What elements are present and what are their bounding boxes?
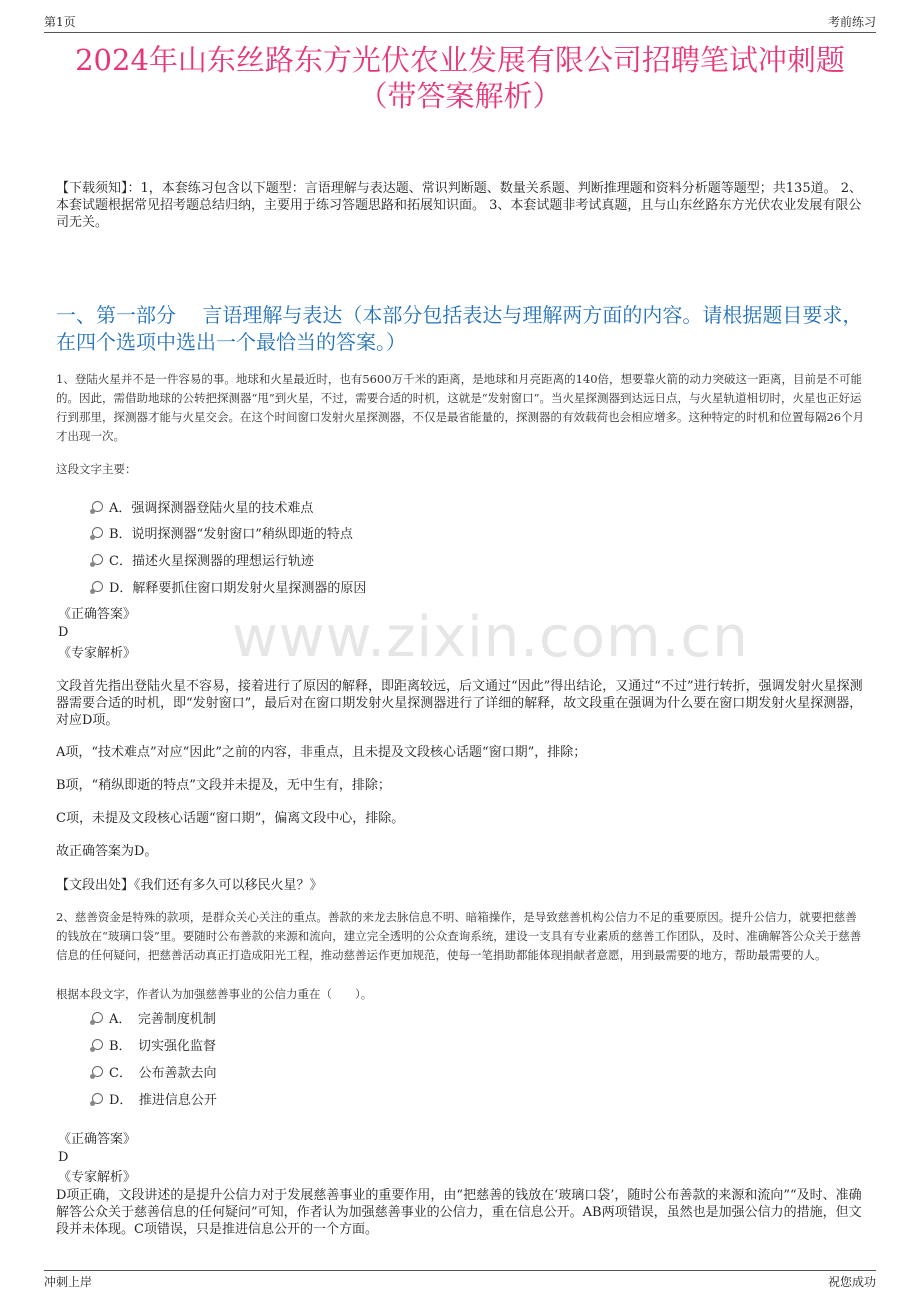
q2-prompt: 根据本段文字，作者认为加强慈善事业的公信力重在（ ）。: [56, 987, 373, 1001]
q1-analysis-b: B项，“稍纵即逝的特点”文段并未提及，无中生有，排除；: [56, 778, 391, 793]
radio-icon[interactable]: [92, 554, 103, 565]
header-right-text: 考前练习: [827, 15, 876, 29]
radio-icon[interactable]: [92, 581, 103, 592]
radio-icon[interactable]: [92, 1093, 103, 1104]
q2-option-b[interactable]: [92, 1035, 216, 1053]
q1-answer-label: 《正确答案》: [58, 607, 137, 622]
footer-left-text: 冲刺上岸: [44, 1275, 93, 1289]
document-title: [40, 42, 880, 114]
q1-option-d-label: D．解释要抓住窗口期发射火星探测器的原因: [109, 580, 367, 596]
q2-answer-label: 《正确答案》: [58, 1132, 137, 1147]
q1-prompt: 这段文字主要：: [56, 462, 137, 476]
q2-option-c-label: C． 公布善款去向: [109, 1065, 217, 1081]
radio-icon[interactable]: [92, 527, 103, 538]
title-line-1: 2024年山东丝路东方光伏农业发展有限公司招聘笔试冲刺题: [75, 43, 845, 77]
page-header: [44, 10, 876, 33]
download-notice: 【下载须知】：1，本套练习包含以下题型：言语理解与表达题、常识判断题、数量关系题、判断推理题和资料分析题等题型；共135道。 2、本套试题根据常见招考题总结归纳，主要用于练习答题思路和拓展知识面。 3、本套试题非考试真题，且与山东丝路东方光伏农业发展有限公司无关。: [56, 181, 862, 230]
radio-icon[interactable]: [92, 1066, 103, 1077]
q2-option-a-label: A． 完善制度机制: [109, 1011, 216, 1027]
q1-option-a-label: A．强调探测器登陆火星的技术难点: [109, 500, 314, 516]
q2-option-d-label: D． 推进信息公开: [109, 1092, 217, 1108]
q2-option-b-label: B． 切实强化监督: [109, 1038, 217, 1054]
footer-right-text: 祝您成功: [827, 1275, 876, 1289]
radio-icon[interactable]: [92, 1039, 103, 1050]
page-number: 第1页: [44, 15, 76, 29]
q2-option-a[interactable]: [92, 1008, 216, 1026]
radio-icon[interactable]: [92, 1012, 103, 1023]
title-line-2: （带答案解析）: [358, 79, 562, 113]
q1-option-c[interactable]: [92, 550, 314, 568]
radio-icon[interactable]: [92, 501, 103, 512]
q1-option-c-label: C．描述火星探测器的理想运行轨迹: [109, 553, 314, 569]
q1-analysis-label: 《专家解析》: [58, 646, 137, 661]
page-footer: [44, 1270, 876, 1293]
q1-analysis-a: A项，“技术难点”对应“因此”之前的内容，非重点，且未提及文段核心话题“窗口期”，排除；: [56, 745, 587, 760]
q1-analysis-c: C项，未提及文段核心话题“窗口期”，偏离文段中心，排除。: [56, 811, 405, 826]
q1-analysis: 文段首先指出登陆火星不容易，接着进行了原因的解释，即距离较远，后文通过“因此”得出结论，又通过“不过”进行转折，强调发射火星探测器需要合适的时机，即“发射窗口”，最后对在窗口期发射火星探测器进行了详细的解释，故文段重在强调为什么要在窗口期发射火星探测器，对应D项。: [56, 679, 863, 728]
q1-option-d[interactable]: [92, 577, 366, 595]
q1-option-b[interactable]: [92, 523, 353, 541]
section-heading: 一、第一部分 言语理解与表达（本部分包括表达与理解两方面的内容。请根据题目要求，在四个选项中选出一个最恰当的答案。）: [56, 303, 863, 354]
q1-option-b-label: B．说明探测器“发射窗口”稍纵即逝的特点: [109, 526, 353, 542]
q2-analysis-label: 《专家解析》: [58, 1170, 137, 1185]
q2-answer: D: [58, 1150, 69, 1165]
watermark: www.zixin.com.cn: [232, 605, 749, 670]
q2-analysis: D项正确，文段讲述的是提升公信力对于发展慈善事业的重要作用，由“把慈善的钱放在‘玻璃口袋’，随时公布善款的来源和流向”“及时、准确解答公众关于慈善信息的任何疑问”可知，作者认为加强慈善事业的公信力，重在信息公开。AB两项错误，虽然也是加强公信力的措施，但文段并未体现。C项错误，只是推进信息公开的一个方面。: [56, 1188, 862, 1237]
q1-option-a[interactable]: [92, 497, 313, 515]
q1-source: 【文段出处】《我们还有多久可以移民火星？》: [56, 878, 323, 893]
q1-conclusion: 故正确答案为D。: [56, 844, 158, 859]
q2-stem: 2、慈善资金是特殊的款项，是群众关心关注的重点。善款的来龙去脉信息不明、暗箱操作，是导致慈善机构公信力不足的重要原因。提升公信力，就要把慈善的钱放在“玻璃口袋”里。要随时公布善款的来源和流向，建立完全透明的公众查询系统，建设一支具有专业素质的慈善工作团队，及时、准确解答公众关于慈善信息的任何疑问，把慈善活动真正打造成阳光工程，推动慈善运作更加规范，使每一笔捐助都能体现捐献者意愿，用到最需要的地方，帮助最需要的人。: [56, 910, 862, 962]
q1-answer: D: [58, 625, 69, 640]
q2-option-c[interactable]: [92, 1062, 216, 1080]
q1-stem: 1、登陆火星并不是一件容易的事。地球和火星最近时，也有5600万千米的距离，是地球和月亮距离的140倍，想要靠火箭的动力突破这一距离，目前是不可能的。因此，需借助地球的公转把探测器“甩”到火星，不过，需要合适的时机，这就是“发射窗口”。当火星探测器到达远日点，与火星轨道相切时，火星也正好运行到那里，探测器才能与火星交会。在这个时间窗口发射火星探测器，不仅是最省能量的，探测器的有效载荷也会相应增多。这种特定的时机和位置每隔26个月才出现一次。: [56, 372, 865, 443]
q2-option-d[interactable]: [92, 1089, 217, 1107]
